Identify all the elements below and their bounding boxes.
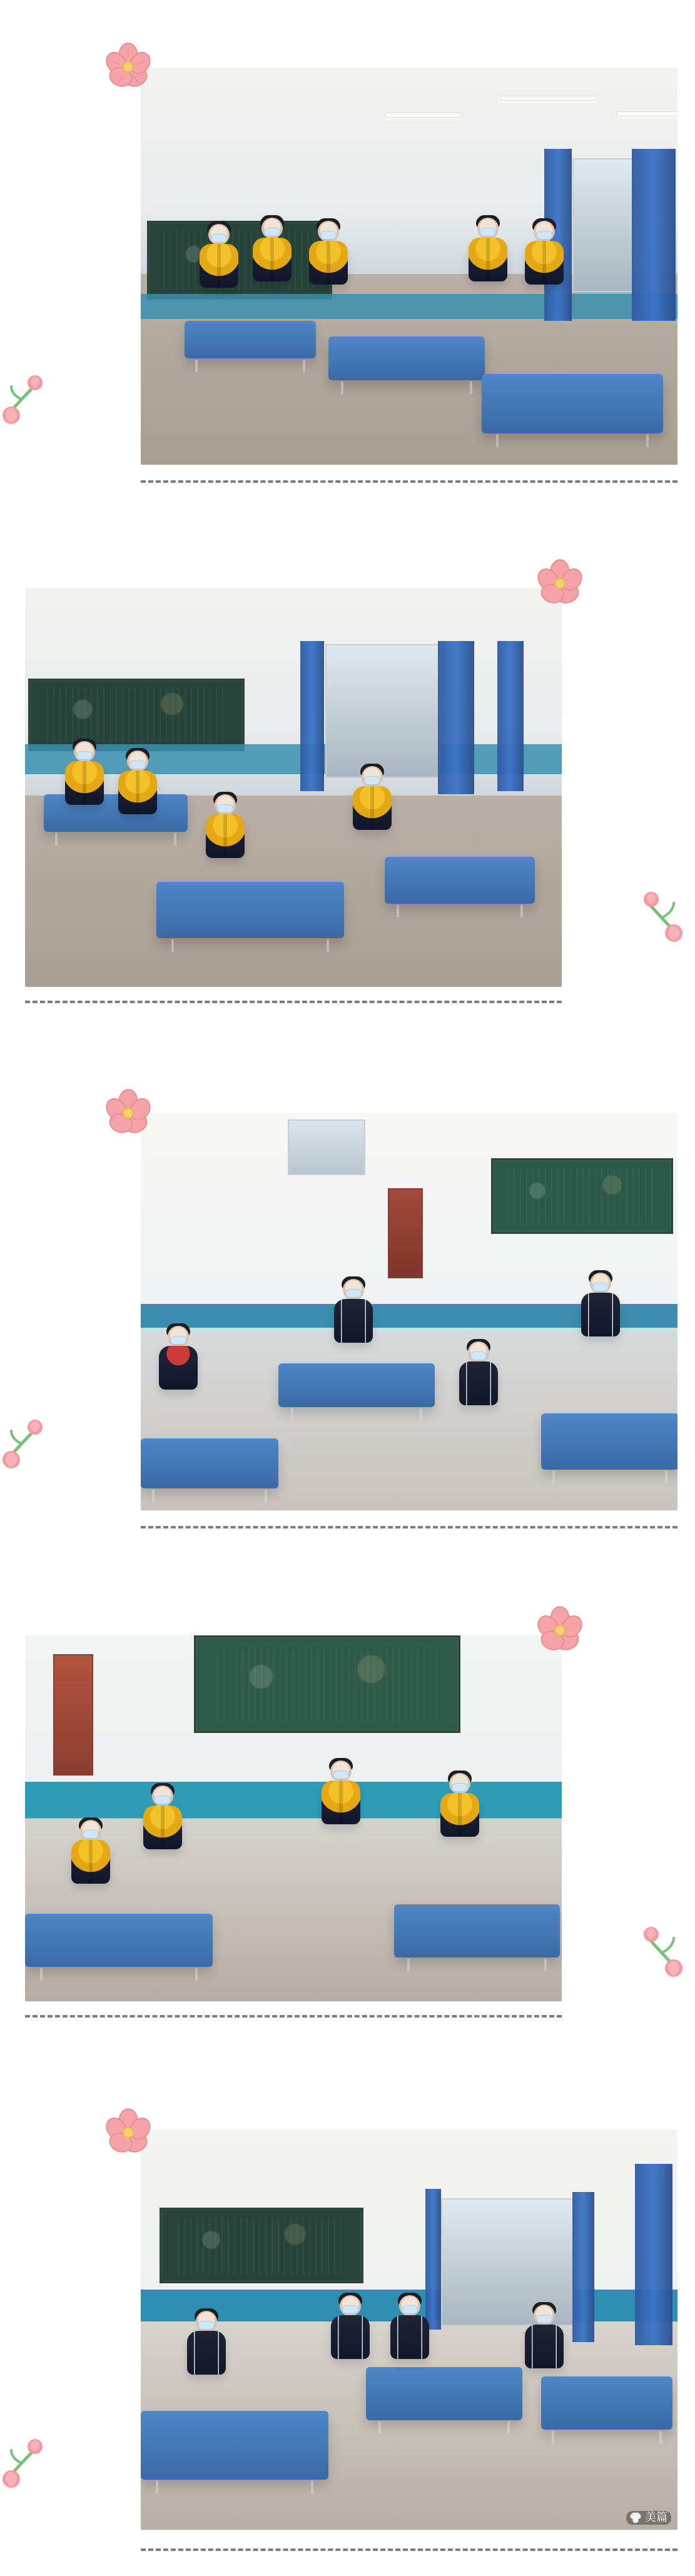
- school-uniform: [390, 2315, 429, 2359]
- face-mask: [155, 1796, 171, 1804]
- student-desk: [25, 1914, 213, 1967]
- flower-branch-icon: [0, 1413, 44, 1470]
- student: [522, 2298, 566, 2373]
- face-mask: [452, 1783, 468, 1792]
- watermark: [626, 2511, 671, 2525]
- dashed-divider: [141, 1526, 677, 1528]
- face-mask: [342, 2305, 358, 2314]
- blackboard: [160, 2208, 363, 2283]
- student: [457, 1335, 500, 1410]
- student: [203, 788, 247, 863]
- student: [522, 215, 566, 290]
- blue-curtain: [635, 2164, 672, 2345]
- student-desk: [156, 882, 344, 938]
- student-desk: [541, 1413, 677, 1470]
- school-uniform: [440, 1793, 479, 1837]
- door: [388, 1188, 423, 1278]
- ceiling-light: [616, 111, 677, 116]
- student: [156, 1320, 200, 1395]
- school-uniform: [159, 1346, 198, 1390]
- face-mask: [536, 2315, 552, 2323]
- flower-branch-icon: [641, 888, 685, 944]
- student-desk: [541, 2376, 672, 2430]
- school-uniform: [253, 238, 292, 281]
- face-mask: [345, 1289, 362, 1298]
- dashed-divider: [25, 1001, 562, 1003]
- face-mask: [217, 804, 233, 813]
- student: [63, 735, 106, 810]
- flower-branch-icon: [0, 2433, 44, 2489]
- face-mask: [198, 2321, 215, 2330]
- student-desk: [278, 1363, 435, 1407]
- blue-curtain: [438, 641, 474, 794]
- blue-curtain: [497, 641, 524, 791]
- student-desk: [141, 1438, 278, 1488]
- school-uniform: [200, 244, 238, 288]
- flower-branch-icon: [0, 369, 44, 425]
- face-mask: [83, 1830, 99, 1839]
- face-mask: [211, 234, 227, 243]
- school-uniform: [469, 238, 507, 281]
- blackboard: [28, 679, 245, 751]
- face-mask: [536, 231, 552, 240]
- student: [69, 1814, 113, 1889]
- face-mask: [480, 228, 496, 236]
- classroom-photo-5: [141, 2129, 677, 2530]
- face-mask: [470, 1351, 487, 1360]
- blackboard: [194, 1635, 460, 1733]
- school-uniform: [187, 2331, 226, 2375]
- dashed-divider: [141, 2548, 677, 2551]
- ceiling-light: [500, 96, 596, 101]
- face-mask: [76, 751, 93, 760]
- student-desk: [385, 857, 535, 904]
- student: [197, 218, 241, 293]
- student-desk: [328, 336, 485, 380]
- classroom-window: [325, 644, 440, 778]
- student-desk: [366, 2367, 522, 2420]
- door: [53, 1654, 93, 1775]
- blue-curtain: [632, 149, 676, 321]
- school-uniform: [118, 770, 157, 814]
- student: [141, 1779, 185, 1854]
- school-uniform: [143, 1806, 182, 1849]
- face-mask: [170, 1336, 186, 1345]
- student: [185, 2305, 228, 2380]
- school-uniform: [353, 786, 392, 830]
- school-uniform: [525, 2325, 564, 2368]
- student: [116, 744, 160, 819]
- school-uniform: [206, 814, 245, 858]
- classroom-photo-2: [25, 588, 562, 987]
- student: [388, 2289, 432, 2364]
- school-uniform: [322, 1780, 360, 1824]
- student-desk: [482, 374, 663, 433]
- watermark-logo-icon: [630, 2512, 641, 2523]
- school-uniform: [65, 761, 104, 805]
- school-uniform: [581, 1293, 620, 1336]
- student: [328, 2289, 372, 2364]
- face-mask: [264, 228, 280, 236]
- dashed-divider: [25, 2015, 562, 2018]
- classroom-window: [288, 1119, 365, 1175]
- flower-branch-icon: [641, 1923, 685, 1979]
- face-mask: [333, 1770, 349, 1779]
- student: [466, 211, 510, 286]
- student: [332, 1273, 375, 1348]
- school-uniform: [525, 241, 564, 285]
- student: [438, 1767, 482, 1842]
- student-desk: [394, 1904, 560, 1957]
- watermark-text: 美篇: [645, 2511, 667, 2524]
- face-mask: [129, 760, 146, 769]
- student: [250, 211, 294, 286]
- blue-curtain: [572, 2192, 594, 2342]
- student: [319, 1754, 363, 1829]
- classroom-photo-3: [141, 1113, 677, 1510]
- school-uniform: [459, 1361, 498, 1405]
- face-mask: [320, 231, 337, 240]
- student: [307, 215, 350, 290]
- student: [579, 1266, 622, 1341]
- school-uniform: [331, 2315, 370, 2359]
- blue-curtain: [300, 641, 324, 791]
- student: [350, 760, 394, 835]
- blue-wall-band: [141, 294, 677, 319]
- dashed-divider: [141, 480, 677, 483]
- school-uniform: [71, 1840, 110, 1884]
- face-mask: [364, 776, 380, 785]
- ceiling-light: [385, 113, 461, 118]
- face-mask: [402, 2305, 418, 2314]
- classroom-window: [572, 158, 634, 292]
- student-desk: [185, 321, 316, 358]
- face-mask: [592, 1283, 609, 1291]
- classroom-photo-1: [141, 68, 677, 465]
- blackboard: [491, 1158, 673, 1234]
- school-uniform: [334, 1299, 373, 1343]
- classroom-photo-4: [25, 1635, 562, 2001]
- school-uniform: [309, 241, 348, 285]
- student-desk: [141, 2411, 328, 2480]
